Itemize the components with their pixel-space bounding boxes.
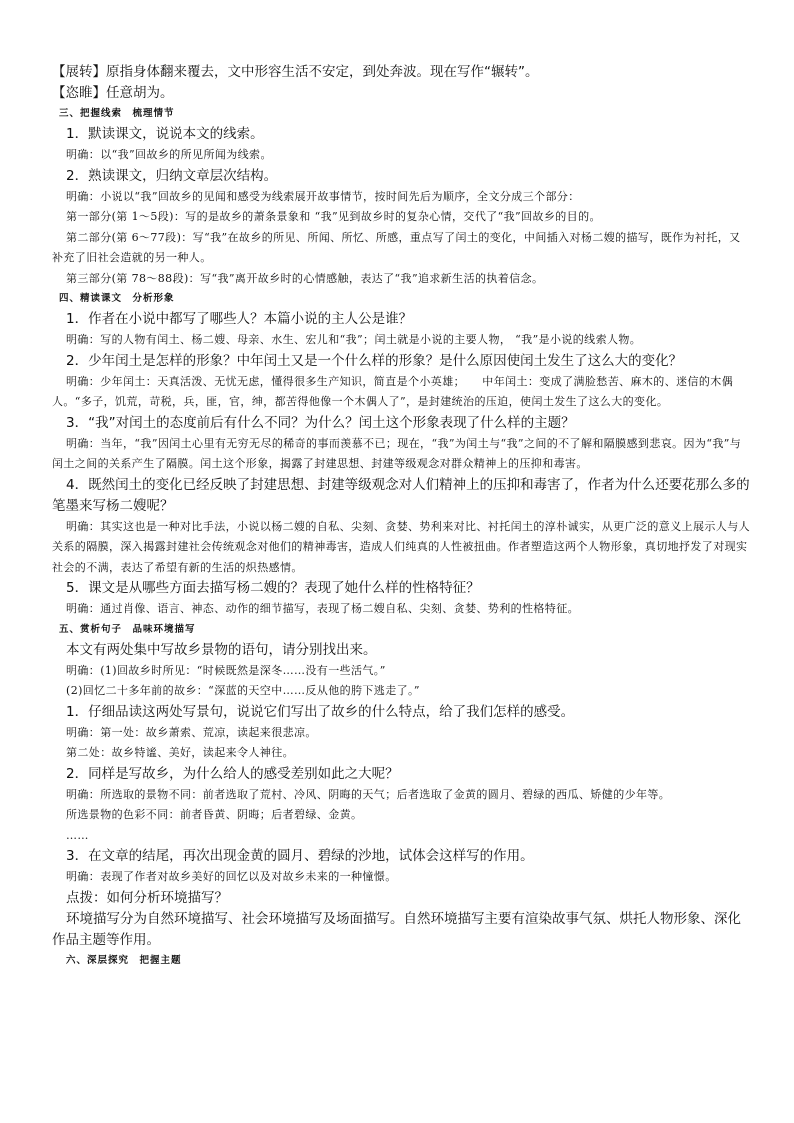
text-line-24: (2)回忆二十多年前的故乡：“深蓝的天空中……反从他的胯下逃走了。” (66, 684, 420, 697)
text-line-27: 第二处：故乡特谧、美好，读起来令人神往。 (66, 746, 294, 759)
text-line-29: 明确：所选取的景物不同：前者选取了荒村、冷风、阴晦的天气；后者选取了金黄的圆月、碧绿的西瓜、矫健的少年等。 (66, 787, 671, 801)
text-line-3: 1．默读课文，说说本文的线索。 (66, 126, 264, 142)
text-line-28: 2．同样是写故乡，为什么给人的感受差别如此之大呢？ (66, 765, 399, 782)
text-line-26: 明确：第一处：故乡萧索、荒凉，读起来很悲凉。 (66, 725, 317, 739)
text-line-17: 4．既然闰土的变化已经反映了封建思想、封建等级观念对人们精神上的压抑和毒害了，作者为什么还要花那么多的笔墨来写杨二嫂呢？ (52, 476, 750, 514)
section-heading-3: 三、把握线索 梳理情节 (59, 108, 175, 119)
text-line-1: 【恣睢】任意胡为。 (52, 85, 174, 101)
text-line-22: 本文有两处集中写故乡景物的语句，请分别找出来。 (66, 641, 377, 658)
text-line-15: 3．“我”对闰土的态度前后有什么不同？为什么？闰土这个形象表现了什么样的主题？ (66, 414, 575, 431)
text-line-8: 第二部分(第 6～77段)：写“我”在故乡的所见、所闻、所忆、所感，重点写了闰土的变化，中间插入对杨二嫂的描写，既作为衬托，又补充了旧社会造就的另一种人。 (52, 230, 741, 264)
text-line-18: 明确：其实这也是一种对比手法，小说以杨二嫂的自私、尖刻、贪婪、势利来对比、衬托闰土的淳朴诚实，从更广泛的意义上展示人与人关系的隔膜，深入揭露封建社会传统观念对他们的精神毒害，造成人们纯真的人性被扭曲。作者塑造这两个人物形象，真切地抒发了对现实社会的不满，表达了希望有新的生活的炽热感情。 (52, 519, 750, 574)
text-line-19: 5．课文是从哪些方面去描写杨二嫂的？表现了她什么样的性格特征？ (66, 580, 480, 596)
text-line-34: 点拨：如何分析环境描写？ (66, 889, 228, 906)
text-line-12: 明确：写的人物有闰土、杨二嫂、母亲、水生、宏儿和“我”；闰土就是小说的主要人物， “我”是小说的线索人物。 (66, 333, 642, 346)
text-line-35: 环境描写分为自然环境描写、社会环境描写及场面描写。自然环境描写主要有渲染故事气氛、烘托人物形象、深化作品主题等作用。 (52, 910, 741, 948)
text-line-30: 所选景物的色彩不同：前者昏黄、阴晦；后者碧绿、金黄。 (66, 808, 363, 821)
text-line-14: 明确：少年闰土：天真活泼、无忧无虑，懂得很多生产知识，简直是个小英雄； 中年闰土：变成了满脸愁苦、麻木的、迷信的木偶人。“多子，饥荒，苛税，兵，匪，官，绅，都苦得他像一个木偶人了”，是封建统治的压迫，使闰土发生了这么大的变化。 (52, 374, 734, 408)
section-heading-4: 四、精读课文 分析形象 (59, 293, 175, 304)
text-line-25: 1．仔细品读这两处写景句，说说它们写出了故乡的什么特点，给了我们怎样的感受。 (66, 703, 575, 720)
text-line-5: 2．熟读课文，归纳文章层次结构。 (66, 167, 278, 184)
text-line-7: 第一部分(第 1～5段)：写的是故乡的萧条景象和 “我”见到故乡时的复杂心情，交代了“我”回故乡的目的。 (66, 210, 601, 223)
section-heading-5: 五、赏析句子 品味环境描写 (59, 623, 196, 635)
text-line-32: 3．在文章的结尾，再次出现金黄的圆月、碧绿的沙地，试体会这样写的作用。 (66, 848, 534, 864)
text-line-33: 明确：表现了作者对故乡美好的回忆以及对故乡未来的一种憧憬。 (66, 870, 397, 883)
text-line-16: 明确：当年，“我”因闰土心里有无穷无尽的稀奇的事而羡慕不已；现在，“我”为闰土与“我”之间的不了解和隔膜感到悲哀。因为“我”与闰土之间的关系产生了隔膜。闰土这个形象，揭露了封建思想、封建等级观念对群众精神上的压抑和毒害。 (52, 436, 742, 470)
text-line-6: 明确：小说以“我”回故乡的见闻和感受为线索展开故事情节，按时间先后为顺序，全文分成三个部分： (66, 189, 580, 203)
text-line-13: 2．少年闰土是怎样的形象？中年闰土又是一个什么样的形象？是什么原因使闰土发生了这么大的变化？ (66, 352, 683, 369)
text-line-0: 【展转】原指身体翻来覆去，文中形容生活不安定，到处奔波。现在写作“辗转”。 (52, 64, 539, 80)
text-line-20: 明确：通过肖像、语言、神态、动作的细节描写，表现了杨二嫂自私、尖刻、贪婪、势利的性格特征。 (66, 602, 579, 615)
section-heading-6: 六、深层探究 把握主题 (66, 954, 182, 966)
document-page (52, 62, 750, 971)
text-line-31: …… (66, 828, 89, 842)
text-line-23: 明确：(1)回故乡时所见：“时候既然是深冬……没有一些活气。” (66, 663, 386, 677)
text-line-4: 明确：以“我”回故乡的所见所闻为线索。 (66, 148, 272, 161)
text-line-11: 1．作者在小说中都写了哪些人？本篇小说的主人公是谁？ (66, 311, 413, 327)
text-line-9: 第三部分(第 78～88段)：写“我”离开故乡时的心情感触，表达了“我”追求新生活的执着信念。 (66, 271, 544, 285)
